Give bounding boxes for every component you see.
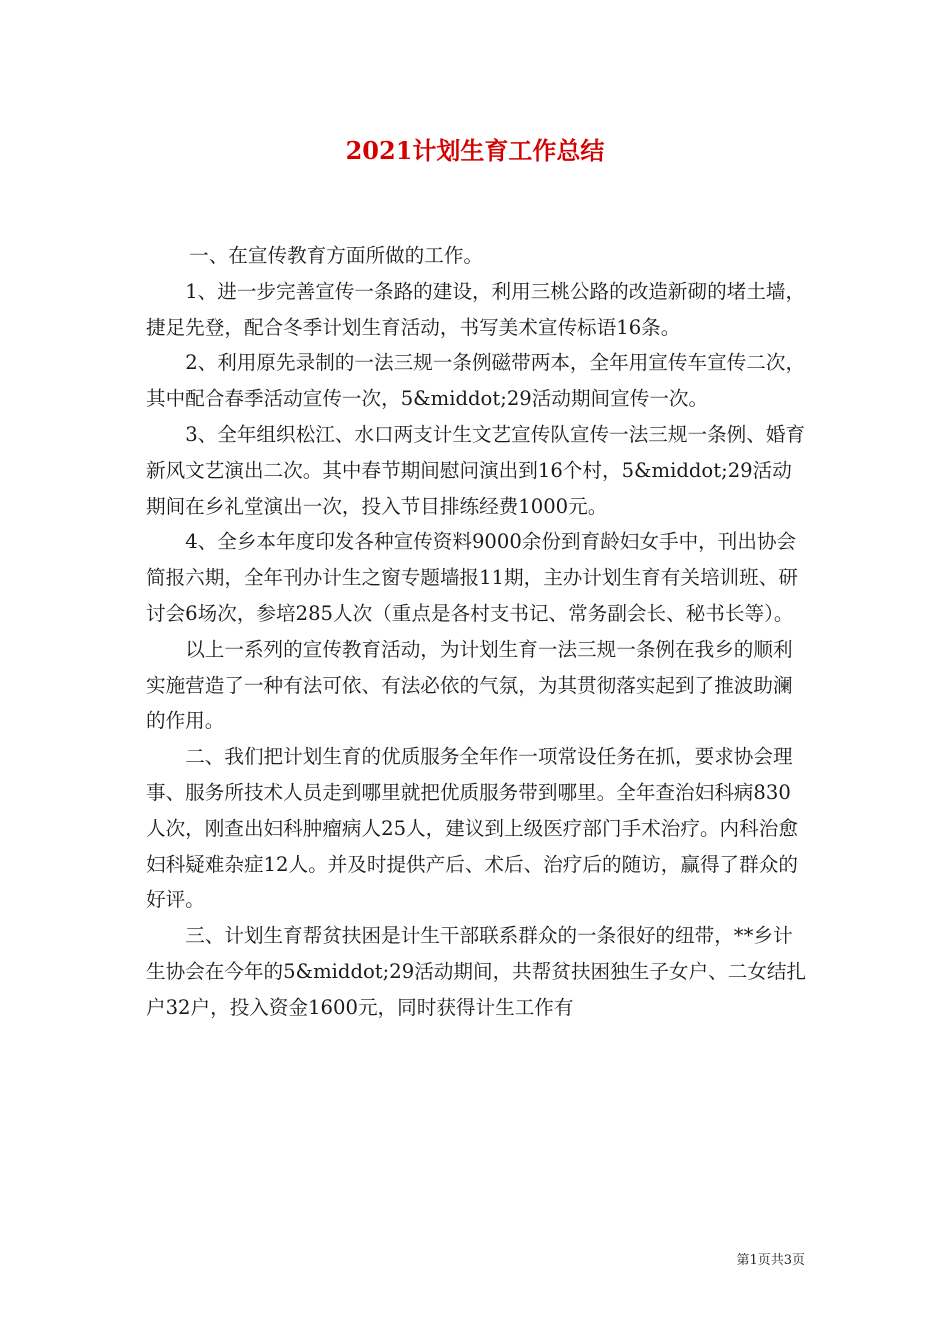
paragraph: 3、全年组织松江、水口两支计生文艺宣传队宣传一法三规一条例、婚育新风文艺演出二次。其中春节期间慰问演出到16个村，5&middot;29活动期间在乡礼堂演出一次，投入节目排练经费1000元。 [146,422,806,518]
document-body [146,238,810,1026]
paragraph: 三、计划生育帮贫扶困是计生干部联系群众的一条很好的纽带，**乡计生协会在今年的5&middot;29活动期间，共帮贫扶困独生子女户、二女结扎户32户，投入资金1600元，同时获得计生工作有 [146,924,807,1019]
paragraph: 以上一系列的宣传教育活动，为计划生育一法三规一条例在我乡的顺利实施营造了一种有法可依、有法必依的气氛，为其贯彻落实起到了推波助澜的作用。 [146,637,793,733]
section-heading: 一、在宣传教育方面所做的工作。 [189,244,484,267]
paragraph: 1、进一步完善宣传一条路的建设，利用三桃公路的改造新砌的堵土墙，捷足先登，配合冬季计划生育活动，书写美术宣传标语16条。 [146,279,806,339]
page-title: 2021计划生育工作总结 [345,136,605,165]
page-number: 第1页共3页 [736,1253,805,1268]
paragraph: 二、我们把计划生育的优质服务全年作一项常设任务在抓，要求协会理事、服务所技术人员走到哪里就把优质服务带到哪里。全年查治妇科病830人次，刚查出妇科肿瘤病人25人，建议到上级医疗部门手术治疗。内科治愈妇科疑难杂症12人。并及时提供产后、术后、治疗后的随访，赢得了群众的好评。 [146,745,798,912]
paragraph: 2、利用原先录制的一法三规一条例磁带两本，全年用宣传车宣传二次，其中配合春季活动宣传一次，5&middot;29活动期间宣传一次。 [146,351,806,411]
paragraph: 4、全乡本年度印发各种宣传资料9000余份到育龄妇女手中，刊出协会简报六期，全年刊办计生之窗专题墙报11期，主办计划生育有关培训班、研讨会6场次，参培285人次（重点是各村支书记、常务副会长、秘书长等）。 [146,530,798,625]
